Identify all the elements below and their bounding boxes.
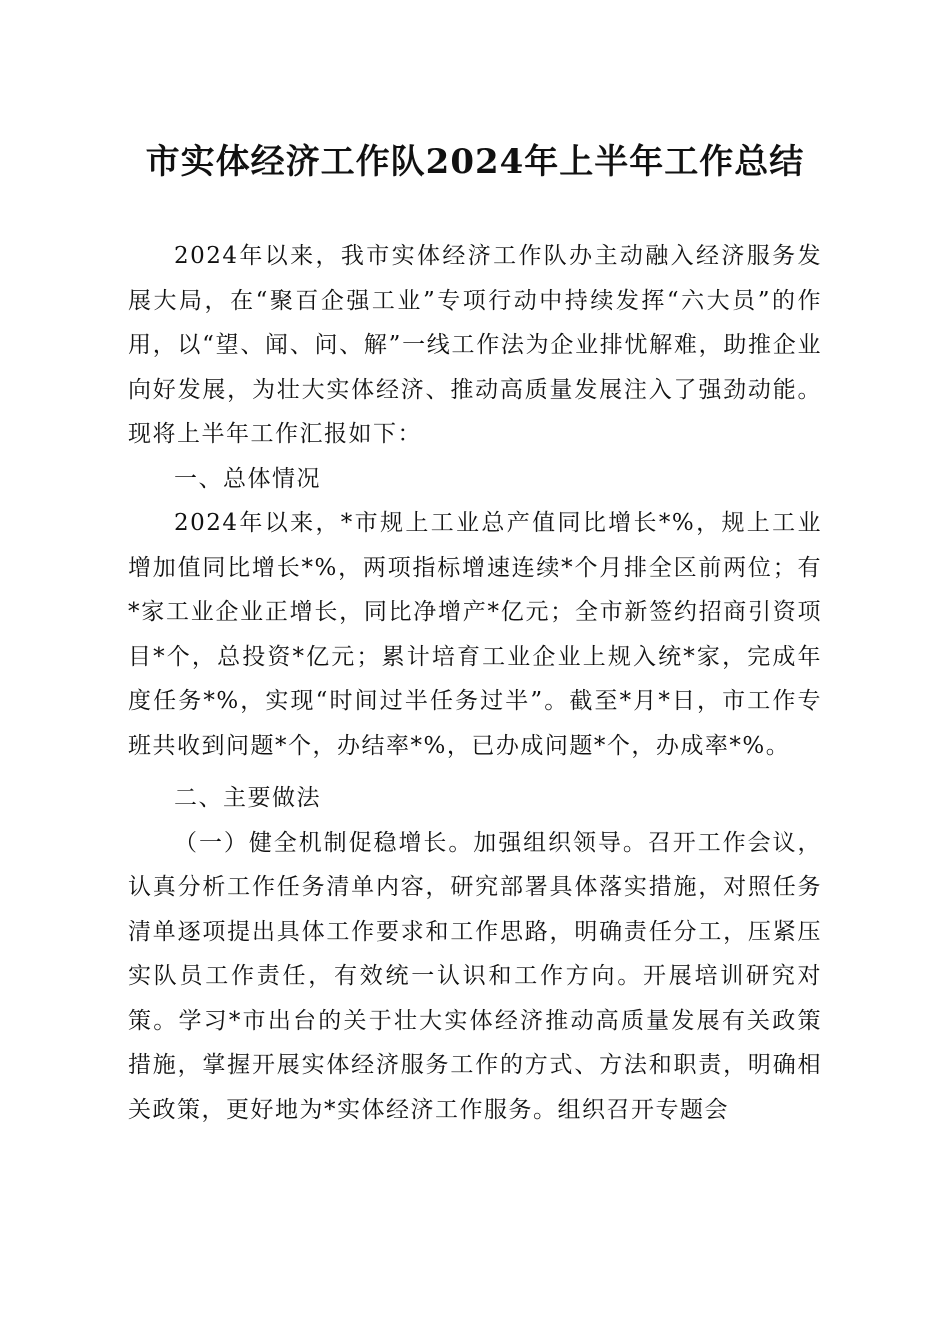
intro-paragraph: 2024年以来，我市实体经济工作队办主动融入经济服务发展大局，在“聚百企强工业”专项行动中持续发挥“六大员”的作用，以“望、闻、问、解”一线工作法为企业排忧解难，助推企业向好发展，为壮大实体经济、推动高质量发展注入了强劲动能。现将上半年工作汇报如下：: [128, 243, 822, 447]
document-body: [128, 234, 822, 1132]
subsection-text: 加强组织领导。召开工作会议，认真分析工作任务清单内容，研究部署具体落实措施，对照任务清单逐项提出具体工作要求和工作思路，明确责任分工，压紧压实队员工作责任，有效统一认识和工作方向。开展培训研究对策。学习*市出台的关于壮大实体经济推动高质量发展有关政策措施，掌握开展实体经济服务工作的方式、方法和职责，明确相关政策，更好地为*实体经济工作服务。组织召开专题会: [128, 829, 823, 1123]
section-heading-overview: 一、总体情况: [174, 465, 321, 492]
document-title: 市实体经济工作队2024年上半年工作总结: [145, 142, 805, 182]
section-heading-practices: 二、主要做法: [174, 785, 321, 811]
overview-paragraph: 2024年以来，*市规上工业总产值同比增长*%，规上工业增加值同比增长*%，两项指标增速连续*个月排全区前两位；有*家工业企业正增长，同比净增产*亿元；全市新签约招商引资项目*个，总投资*亿元；累计培育工业企业上规入统*家，完成年度任务*%，实现“时间过半任务过半”。截至*月*日，市工作专班共收到问题*个，办结率*%，已办成问题*个，办成率*%。: [128, 510, 822, 759]
subsection-heading: （一）健全机制促稳增长。: [174, 829, 474, 856]
practice-paragraph: [128, 821, 822, 1133]
